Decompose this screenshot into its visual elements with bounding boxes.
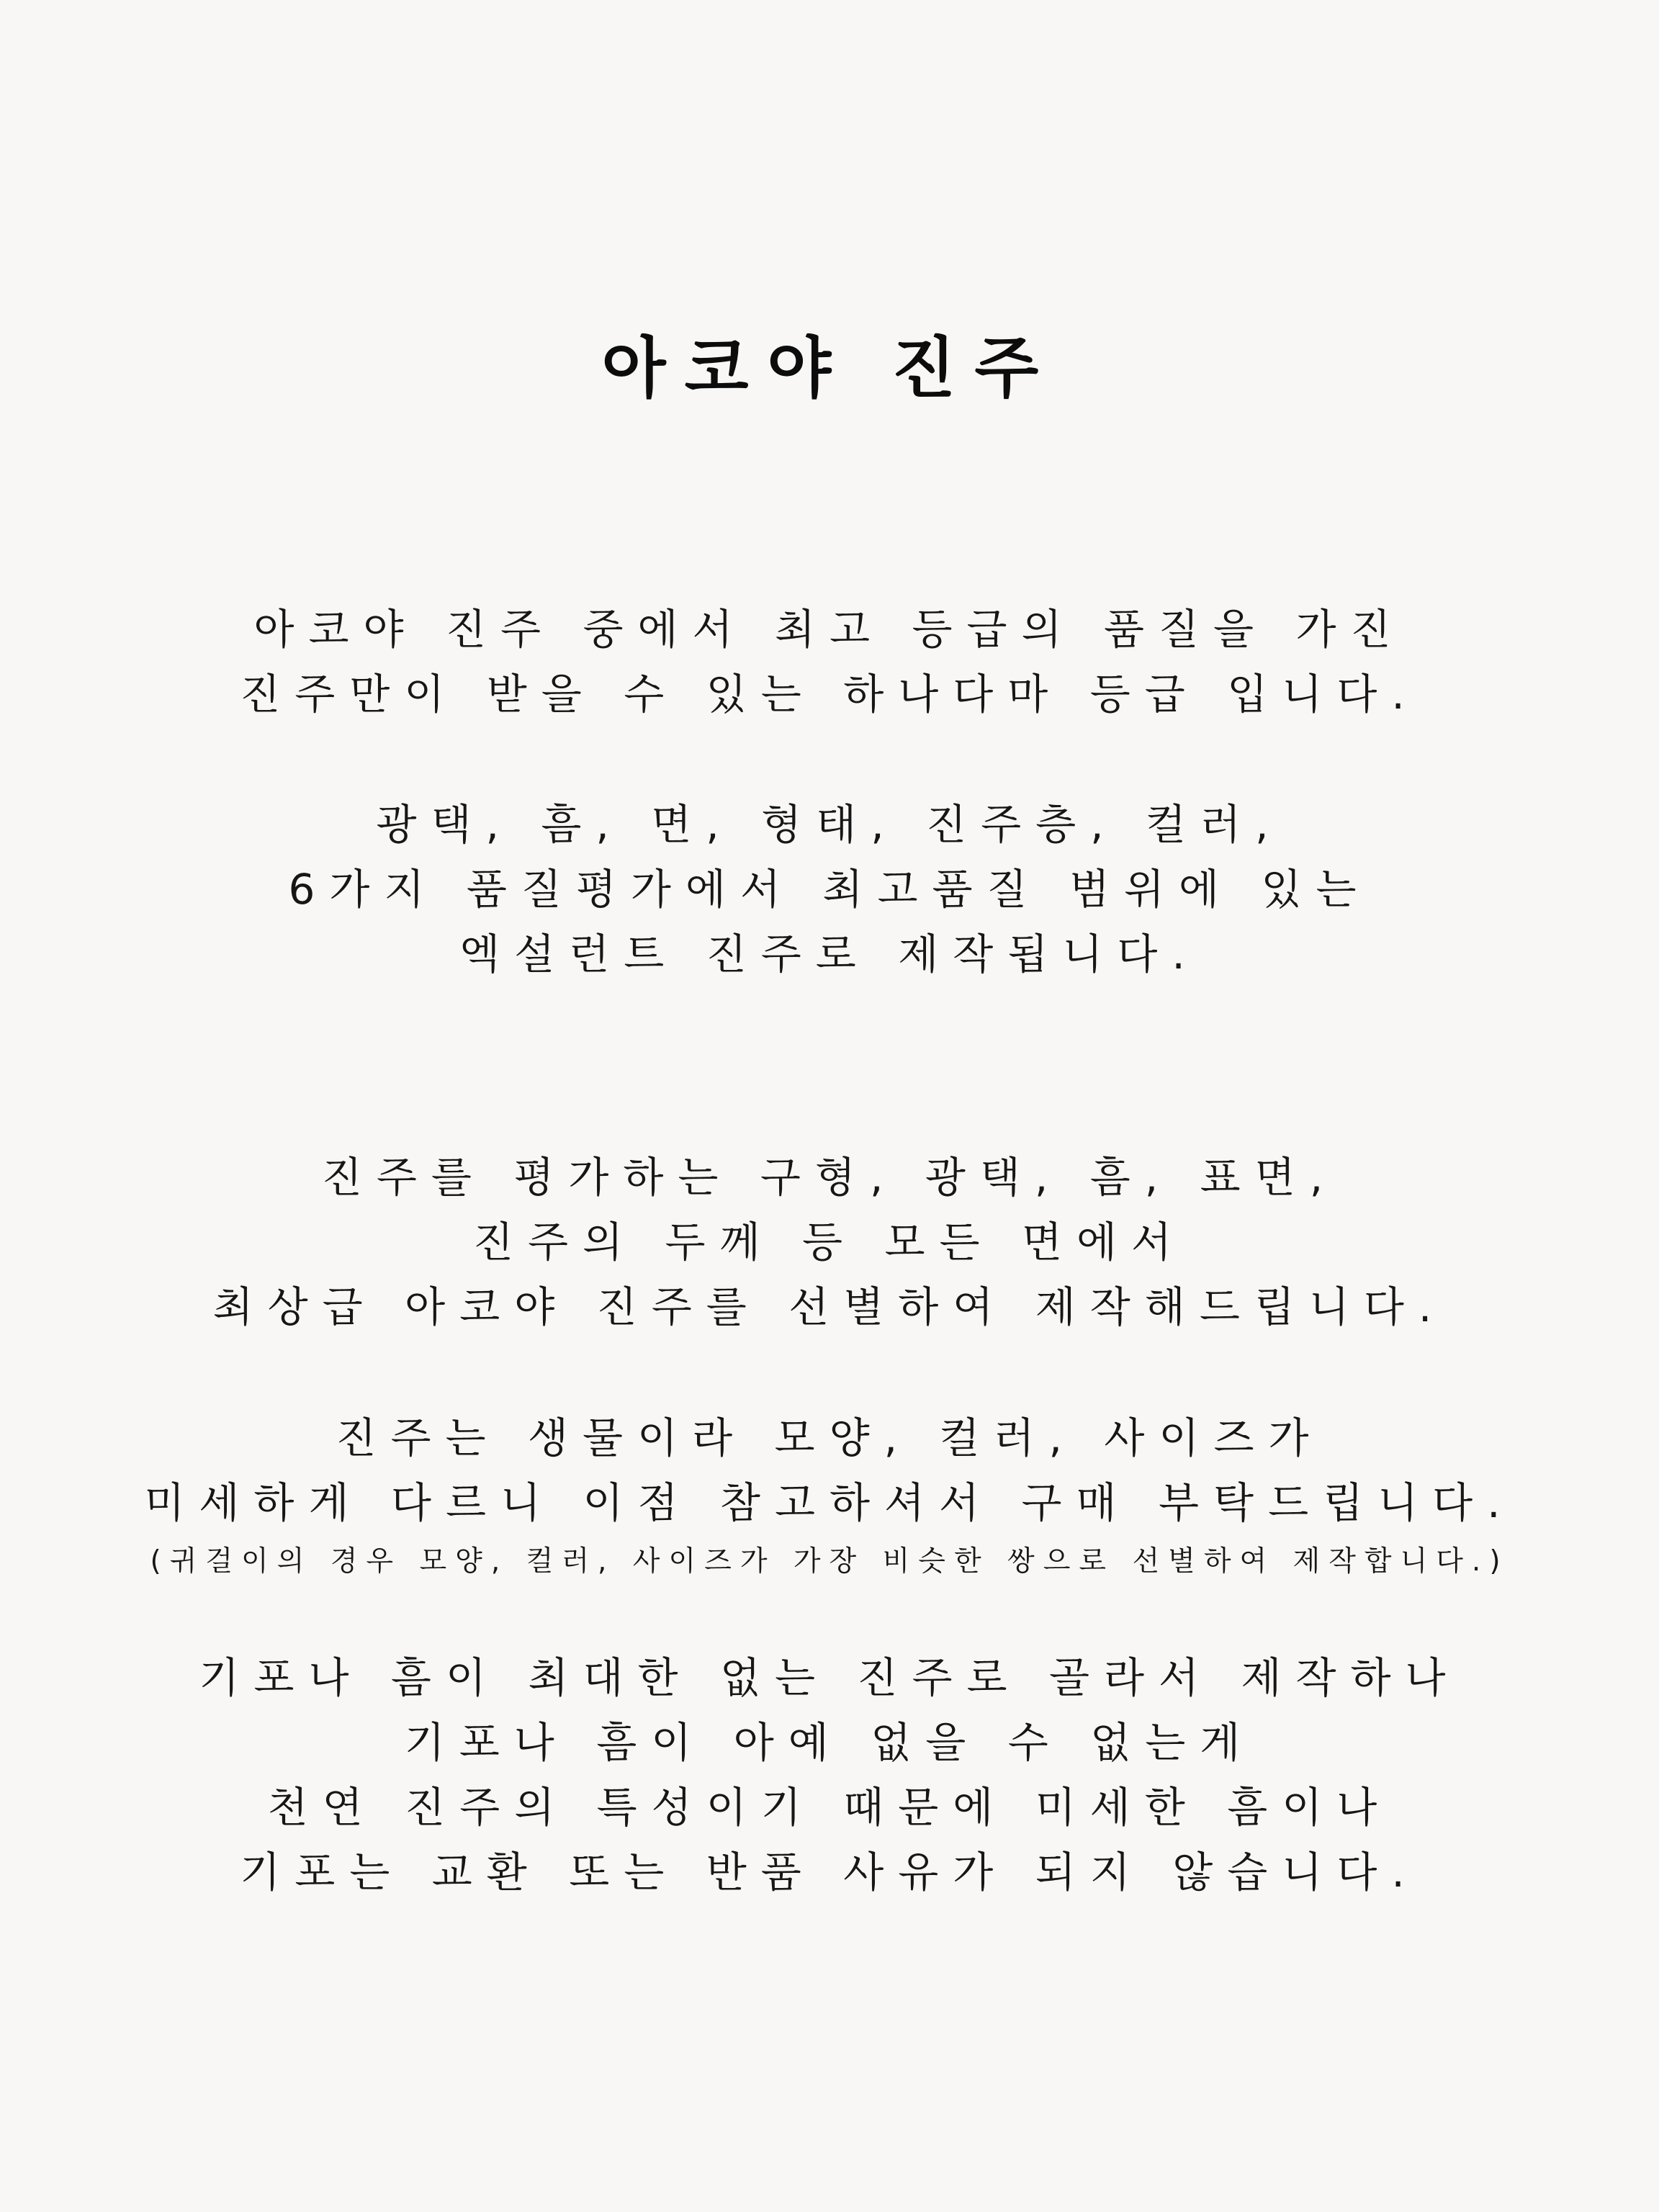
paragraph-natural-variation bbox=[0, 1406, 1659, 1588]
text-line: 엑설런트 진주로 제작됩니다. bbox=[459, 930, 1200, 979]
text-line: 진주만이 받을 수 있는 하나다마 등급 입니다. bbox=[240, 670, 1419, 719]
text-line: 6가지 품질평가에서 최고품질 범위에 있는 bbox=[288, 865, 1371, 914]
text-line: 광택, 흠, 면, 형태, 진주층, 컬러, bbox=[376, 800, 1283, 849]
earring-note: (귀걸이의 경우 모양, 컬러, 사이즈가 가장 비슷한 쌍으로 선별하여 제작합니다.) bbox=[150, 1545, 1509, 1578]
page-title: 아코야 진주 bbox=[601, 330, 1058, 407]
paragraph-quality-criteria bbox=[0, 792, 1659, 986]
text-line: 기포는 교환 또는 반품 사유가 되지 않습니다. bbox=[240, 1848, 1419, 1897]
text-line: 진주는 생물이라 모양, 컬러, 사이즈가 bbox=[336, 1413, 1323, 1462]
paragraph-return-policy bbox=[0, 1645, 1659, 1905]
text-line: 최상급 아코야 진주를 선별하여 제작해드립니다. bbox=[212, 1282, 1447, 1331]
text-line: 미세하게 다르니 이점 참고하셔서 구매 부탁드립니다. bbox=[144, 1478, 1515, 1527]
text-line: 진주의 두께 등 모든 면에서 bbox=[472, 1218, 1187, 1267]
text-line: 천연 진주의 특성이기 때문에 미세한 흠이나 bbox=[267, 1783, 1392, 1832]
text-line: 기포나 흠이 아예 없을 수 없는게 bbox=[404, 1718, 1255, 1767]
text-line: 아코야 진주 중에서 최고 등급의 품질을 가진 bbox=[253, 605, 1406, 654]
paragraph-grade bbox=[0, 597, 1659, 727]
text-line: 진주를 평가하는 구형, 광택, 흠, 표면, bbox=[321, 1153, 1338, 1202]
text-line: 기포나 흠이 최대한 없는 진주로 골라서 제작하나 bbox=[199, 1653, 1460, 1702]
paragraph-selection bbox=[0, 1145, 1659, 1339]
